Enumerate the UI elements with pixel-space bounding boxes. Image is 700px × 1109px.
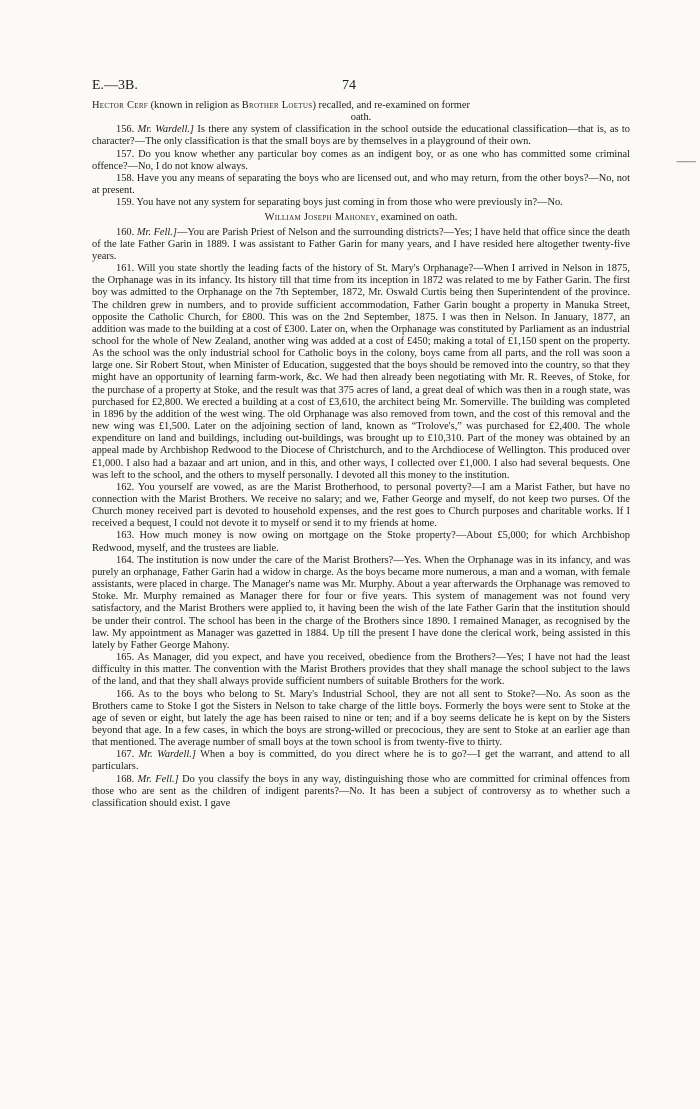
question-number: 160. [116, 226, 135, 238]
witness-recalled-line-end: oath. [350, 112, 372, 124]
question-paragraph [92, 774, 630, 810]
speaker-name: Mr. Fell.] [136, 226, 177, 238]
question-paragraph [92, 689, 630, 750]
question-paragraph [92, 149, 630, 173]
page-number: 74 [342, 78, 356, 93]
speaker-name: Mr. Fell.] [137, 773, 179, 785]
paragraph-text: As to the boys who belong to St. Mary's Industrial School, they are not all sent to Stoke?—No. As soon as the Brothers came to Stoke I got the Sisters in Nelson to take charge of the little boys. Formerly the boys were sent to Stoke at the age of seven or eight, but lately the age has been raised to nine or ten; and if a boy seems delicate he is kept on by the Sisters beyond that age. In a few cases, in which the boys are strong-willed or precocious, they are sent to Stoke at an earlier age than that mentioned. The average number of small boys at the town school is from twenty-five to thirty. [92, 688, 630, 749]
question-number: 159. [116, 197, 135, 209]
paragraph-text: Will you state shortly the leading facts of the history of St. Mary's Orphanage?—When I arrived in Nelson in 1875, the Orphanage was in its infancy. Its history till that time from its inception in 1872 was related to me by Father Garin. The first boy was admitted to the Orphanage on the 7th September, 1872, Mr. Oswald Curtis being then Superintendent of the province. The children grew in numbers, and to provide sufficient accommodation, Father Garin bought a property in Manuka Street, opposite the Catholic Church, for £800. This was on the 2nd September, 1875. I was then in Nelson. In January, 1877, an addition was made to the building at a cost of £300. Later on, when the Orphanage was constituted by Parliament as an industrial school for the whole of New Zealand, another wing was added at a cost of £450; making a total of £1,150 spent on the property. As the school was the only industrial school for Catholic boys in the colony, boys came from all parts, and the roll was soon a large one. Sir Robert Stout, when Minister of Education, suggested that the boys should be removed into the country, so that they might have an opportunity of learning farm-work, &c. We had then already been negotiating with Mr. R. Reeves, of Stoke, for the purchase of a property at Stoke, and the result was that 375 acres of land, a great deal of which was then in a rough state, was purchased for £2,800. We erected a building at a cost of £3,610, the architect being Mr. Somerville. The building was completed in 1896 by the addition of the west wing. The old Orphanage was also removed from town, and the cost of this removal and the new wing was £1,500. Later on the adjoining section of land, known as “Trolove's,” was purchased for £2,400. The whole expenditure on land and buildings, including out-buildings, was brought up to £10,310. Part of the money was obtained by an appeal made by Archbishop Redwood to the Diocese of Christchurch, and to the Archdiocese of Wellington. This produced over £1,000. I also had a bazaar and art union, and in this, and other ways, I collected over £1,000. I also had several bequests. One was left to the school, and the others to myself personally. I devoted all this money to the institution. [92, 263, 630, 481]
paragraph-text: Do you know whether any particular boy comes as an indigent boy, or as one who has committed some criminal offence?—No, I do not know always. [92, 148, 630, 172]
paragraph-text: How much money is now owing on mortgage on the Stoke property?—About £5,000; for which Archbishop Redwood, myself, and the trustees are liable. [92, 530, 630, 554]
question-number: 168. [116, 773, 135, 785]
question-number: 167. [116, 749, 135, 761]
page-reference: E.—3B. [92, 78, 138, 93]
question-paragraph [92, 555, 630, 652]
question-number: 161. [116, 263, 135, 275]
paragraph-text: Is there any system of classification in the school outside the educational classification—that is, as to character?—The only classification is that the small boys are by themselves in a playground of their own. [92, 124, 630, 148]
witness-recalled-line: Hector Cerf (known in religion as Brother Loetus) recalled, and re-examined on former [92, 100, 470, 111]
question-paragraph [92, 652, 630, 688]
question-paragraph [92, 124, 630, 148]
question-paragraph [92, 482, 630, 531]
question-paragraph [92, 263, 630, 482]
paragraph-text: Do you classify the boys in any way, distinguishing those who are committed for criminal offences from those who are sent as the children of indigent parents?—No. It has been a subject of controversy as to whether such a classification should exist. I gave [92, 773, 630, 809]
document-page [92, 78, 630, 810]
speaker-name: Mr. Wardell.] [137, 124, 194, 136]
question-number: 157. [116, 148, 135, 160]
speaker-name: Mr. Wardell.] [138, 749, 196, 761]
question-number: 166. [116, 688, 135, 700]
margin-mark: ⸺ [676, 154, 697, 168]
question-number: 163. [116, 530, 135, 542]
page-header [92, 78, 630, 100]
question-number: 156. [116, 124, 135, 136]
witness-heading: William Joseph Mahoney, examined on oath. [264, 212, 458, 224]
paragraph-group-b [92, 227, 630, 811]
document-body [92, 100, 630, 810]
question-paragraph [92, 173, 630, 197]
question-paragraph [92, 197, 630, 209]
question-paragraph [92, 227, 630, 263]
paragraph-text: As Manager, did you expect, and have you received, obedience from the Brothers?—Yes; I have not had the least difficulty in this matter. The convention with the Marist Brothers provides that they shall manage the school subject to the laws of the land, and that they shall always provide sufficient numbers of suitable Brothers for the work. [92, 652, 630, 688]
question-paragraph [92, 530, 630, 554]
question-number: 158. [116, 172, 135, 184]
paragraph-text: The institution is now under the care of the Marist Brothers?—Yes. When the Orphanage was in its infancy, and was purely an orphanage, Father Garin had a widow in charge. As the boys became more numerous, a man and a woman, with female assistants, were placed in charge. The Manager's name was Mr. Murphy. About a year afterwards the Orphanage was removed to Stoke. Mr. Murphy remained as Manager there for four or five years. This system of management was not found very satisfactory, and the Marist Brothers were applied to, it having been the wish of the late Father Garin that the institution should be under their control. The school has been in the charge of the Brothers since 1890. I remained Manager, as recognised by the law. My appointment as Manager was gazetted in 1884. Up till the present I have done the clerical work, being assisted in this lately by Father George Mahony. [92, 554, 630, 651]
paragraph-text: You yourself are vowed, as are the Marist Brotherhood, to personal poverty?—I am a Marist Father, but have no connection with the Marist Brothers. We receive no salary; and we, Father George and myself, do not keep two purses. Of the Church money received part is devoted to household expenses, and the rest goes to Church purposes and charitable works. If I received a bequest, I could not devote it to myself or send it to my friends at home. [92, 481, 630, 530]
question-number: 165. [116, 652, 135, 664]
question-paragraph [92, 749, 630, 773]
paragraph-group-a [92, 124, 630, 209]
paragraph-text: When a boy is committed, do you direct where he is to go?—I get the warrant, and attend to all particulars. [92, 749, 630, 773]
question-number: 164. [116, 554, 135, 566]
paragraph-text: Have you any means of separating the boys who are licensed out, and who may return, from the other boys?—No, not at present. [92, 172, 630, 197]
paragraph-text: You have not any system for separating boys just coming in from those who were previously in?—No. [136, 197, 563, 209]
question-number: 162. [116, 481, 135, 493]
paragraph-text: —You are Parish Priest of Nelson and the surrounding districts?—Yes; I have held that office since the death of the late Father Garin in 1889. I was assistant to Father Garin for many years, and I have resided here altogether twenty-five years. [92, 226, 630, 262]
